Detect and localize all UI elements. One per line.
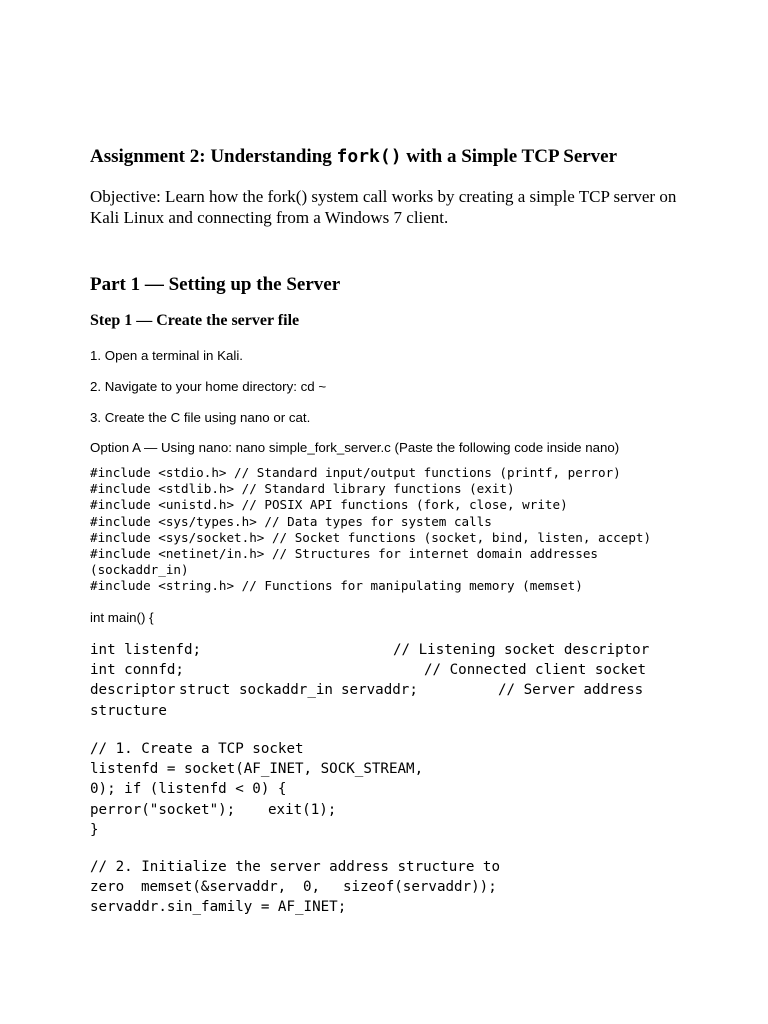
code-line	[90, 779, 644, 799]
code-line: #include <sys/socket.h> // Socket functions (socket, bind, listen, accept)	[90, 529, 652, 545]
code-token: perror("socket");	[90, 801, 236, 818]
code-token: zero	[90, 879, 125, 896]
objective-paragraph: Objective: Learn how the fork() system call works by creating a simple TCP server on Kali Linux and connecting from a Windows 7 client.	[90, 187, 677, 227]
step-1-heading: Step 1 — Create the server file	[90, 312, 300, 329]
code-comment: // 2. Initialize the server address structure to	[90, 859, 500, 875]
assignment-title	[90, 146, 617, 168]
code-line: #include <netinet/in.h> // Structures for internet domain addresses	[90, 546, 598, 562]
step-item-open-terminal: 1. Open a terminal in Kali.	[90, 348, 243, 363]
code-comment: // Connected client socket	[424, 662, 647, 679]
code-token: servaddr;	[341, 682, 418, 699]
code-token: listenfd = socket(AF_INET, SOCK_STREAM,	[90, 761, 424, 778]
declarations-code-block	[90, 640, 650, 721]
init-code-block	[90, 857, 644, 918]
part-1-heading: Part 1 — Setting up the Server	[90, 274, 341, 295]
code-line	[90, 640, 650, 660]
code-line: #include <stdlib.h> // Standard library functions (exit)	[90, 481, 515, 497]
code-line	[90, 660, 647, 680]
code-token: 0,	[303, 879, 321, 896]
code-token: int listenfd;	[90, 642, 202, 658]
step-item-navigate-home: 2. Navigate to your home directory: cd ~	[90, 379, 327, 394]
code-token: int connfd;	[90, 662, 184, 679]
code-token: sizeof(servaddr));	[343, 879, 497, 896]
code-token: struct	[179, 682, 231, 699]
code-line: #include <sys/types.h> // Data types for system calls	[90, 513, 492, 529]
code-line: #include <stdio.h> // Standard input/output functions (printf, perror)	[90, 465, 621, 480]
code-line	[90, 800, 644, 820]
code-line	[90, 739, 644, 759]
code-line	[90, 701, 644, 721]
code-line	[90, 680, 644, 700]
title-suffix: with a Simple TCP Server	[401, 146, 618, 167]
code-token: descriptor	[90, 682, 176, 699]
include-code-block	[90, 465, 651, 595]
option-a-instruction: Option A — Using nano: nano simple_fork_server.c (Paste the following code inside nano)	[90, 440, 620, 455]
code-token: memset(&servaddr,	[141, 879, 287, 896]
code-token: structure	[90, 702, 167, 719]
code-token: }	[90, 821, 99, 838]
code-token: servaddr.sin_family = AF_INET;	[90, 899, 347, 916]
code-line: #include <string.h> // Functions for manipulating memory (memset)	[90, 578, 583, 594]
code-comment: // Listening socket descriptor	[393, 642, 650, 658]
code-line	[90, 759, 644, 779]
code-line	[90, 897, 644, 917]
code-line	[90, 820, 644, 840]
main-function-line: int main() {	[90, 610, 154, 625]
code-comment: // Server address	[498, 682, 644, 699]
socket-code-block	[90, 739, 644, 840]
code-line	[90, 857, 644, 877]
code-token: 0); if (listenfd < 0) {	[90, 781, 287, 798]
code-line: (sockaddr_in)	[90, 562, 189, 578]
title-prefix: Assignment 2: Understanding	[90, 146, 337, 167]
code-token: sockaddr_in	[239, 682, 333, 699]
code-comment: // 1. Create a TCP socket	[90, 741, 304, 757]
step-item-create-file: 3. Create the C file using nano or cat.	[90, 410, 311, 425]
code-line: #include <unistd.h> // POSIX API functions (fork, close, write)	[90, 497, 568, 513]
code-token: exit(1);	[268, 801, 337, 818]
code-line	[90, 877, 644, 897]
title-code: fork()	[336, 146, 402, 167]
